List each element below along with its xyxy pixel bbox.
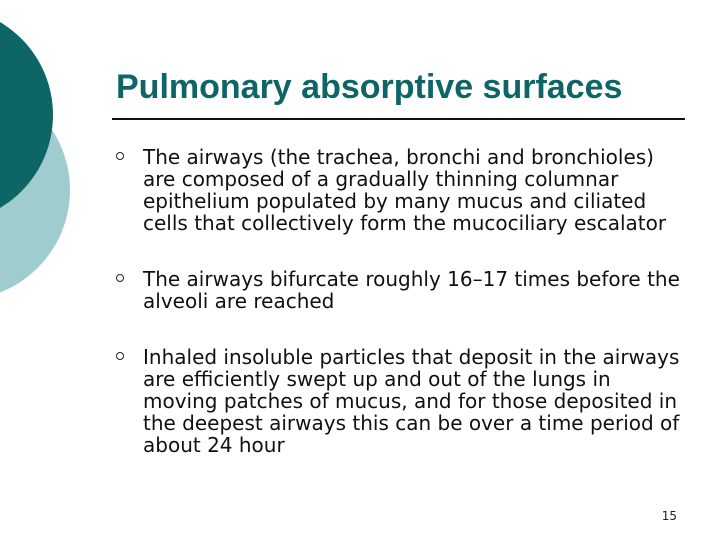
bullet-list <box>112 146 682 456</box>
bullet-text: Inhaled insoluble particles that deposit in the airways are efficiently swept up and out of the lungs in moving patches of mucus, and for those deposited in the deepest airways this can be over a time period of about 24 hour <box>143 345 680 457</box>
bullet-text: The airways bifurcate roughly 16–17 times before the alveoli are reached <box>143 267 680 313</box>
bullet-circle-icon <box>116 274 124 282</box>
decorative-circles <box>0 0 120 300</box>
page-number: 15 <box>661 509 677 523</box>
bullet-item <box>112 146 682 234</box>
bullet-circle-icon <box>116 352 124 360</box>
bullet-item <box>112 268 682 312</box>
slide-title: Pulmonary absorptive surfaces <box>116 68 623 106</box>
bullet-item <box>112 346 682 456</box>
bullet-circle-icon <box>116 152 124 160</box>
bullet-text: The airways (the trachea, bronchi and bronchioles) are composed of a gradually thinning columnar epithelium populated by many mucus and ciliated cells that collectively form the mucociliary escalator <box>143 145 667 235</box>
title-underline <box>112 118 685 120</box>
